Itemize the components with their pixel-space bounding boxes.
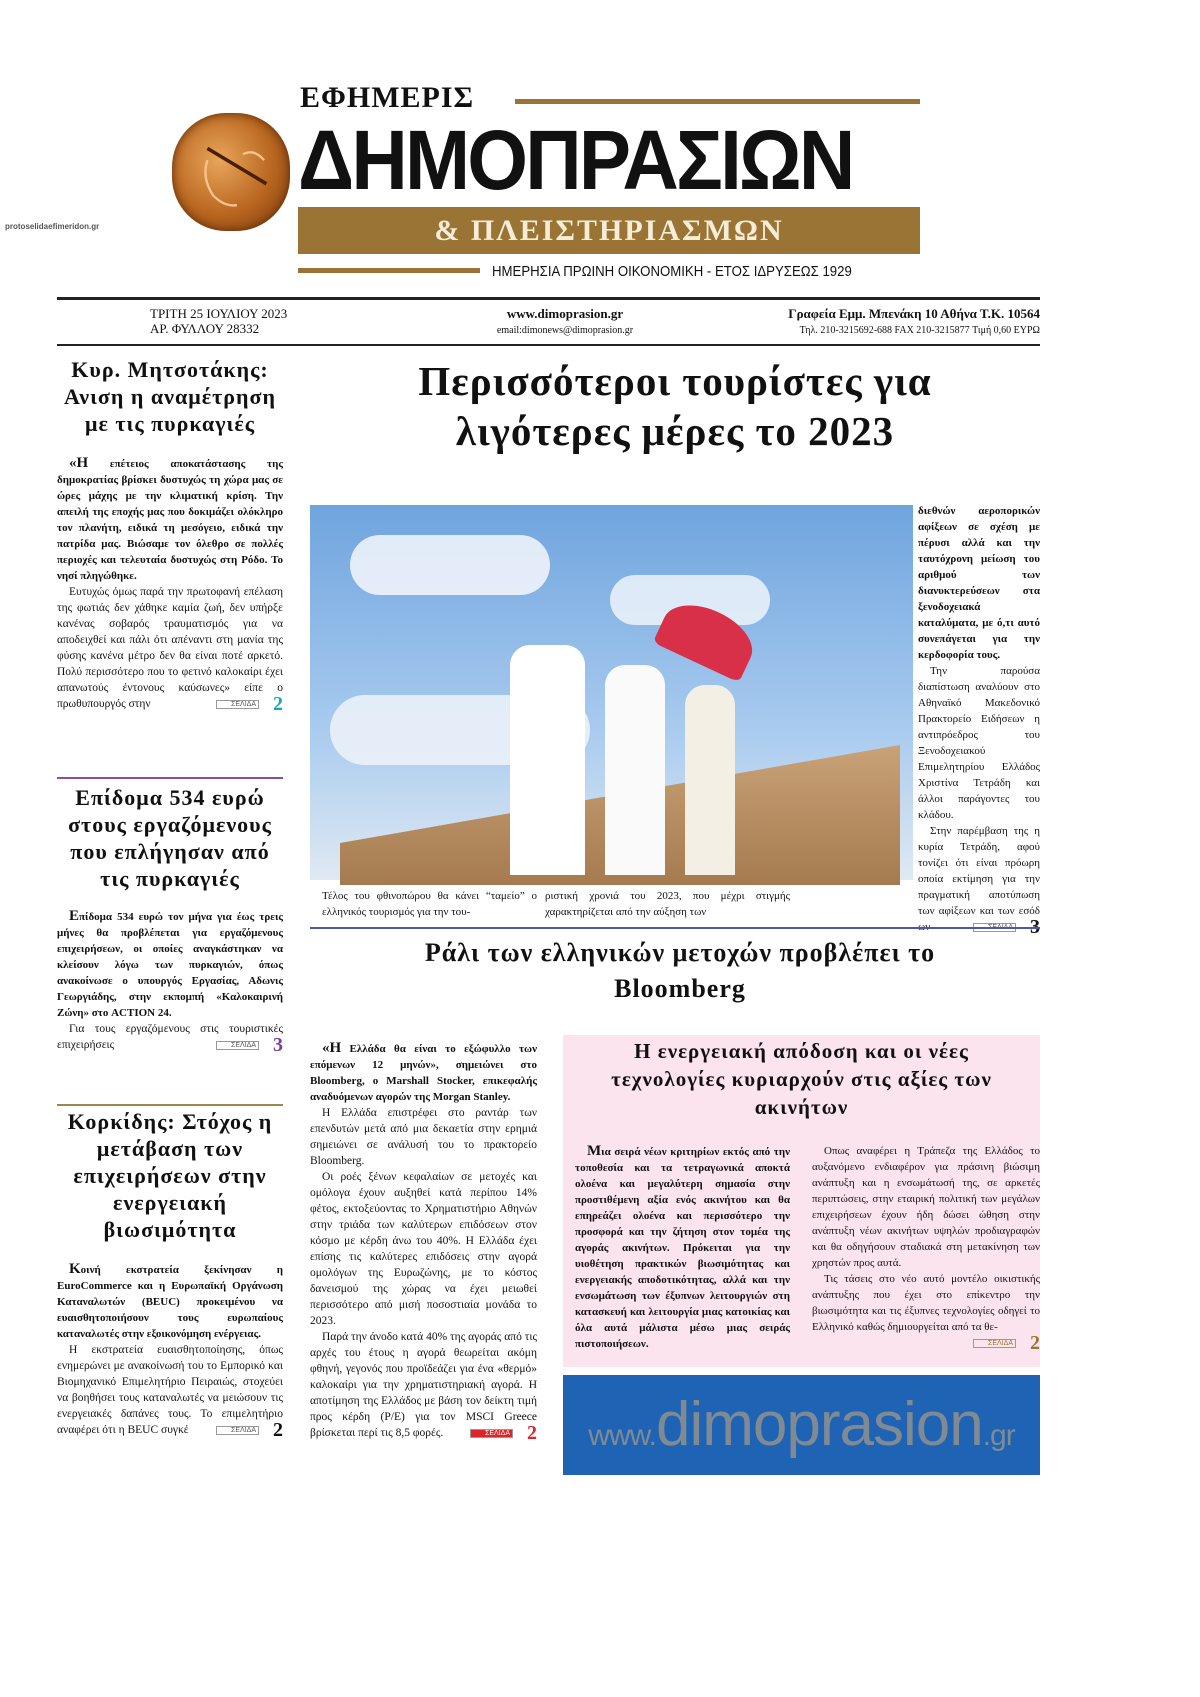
body-text: Οι ροές ξένων κεφαλαίων σε μετοχές και ομόλογα έχουν αυξηθεί κατά περίπου 14% φέτος, εκτοξεύοντας το Χρηματιστήριο Αθηνών στην τριάδα των καλύτερων επιδόσεων στον κόσμο με κέρδη άνω του 40%. Η Ελλάδα έχει επίσης τις καλύτερες επιδόσεις στην αγορά ομολόγων της Ευρωζώνης, με το κόστος δανεισμού της χώρας να έχει μειωθεί περισσότερο από μισή ποσοστιαία μονάδα το 2023. — [310, 1171, 537, 1327]
page-number: 2 — [527, 1422, 537, 1444]
watermark: protoselidaefimeridon.gr — [5, 222, 100, 231]
body-text: Η Ελλάδα επιστρέφει στο ραντάρ των επενδυτών μετά από μια δεκαετία στην ερημιά σημειώνει σε ανάλυσή του το πρακτορείο Bloomberg. — [310, 1107, 537, 1167]
date-block — [150, 306, 287, 336]
headline-realestate[interactable]: Η ενεργειακή απόδοση και οι νέες τεχνολογίες κυριαρχούν στις αξίες των ακινήτων — [611, 1039, 992, 1119]
article-block-epidoma — [57, 784, 283, 1102]
body-text: Οπως αναφέρει η Τράπεζα της Ελλάδος το αυξανόμενο ενδιαφέρον για πράσινη βιώσιμη ανάπτυξη και η ενσωμάτωσή της, σε αρκετές περιπτώσεις, στην εταιρική πολιτική των μεγάλων επιχειρήσεων έχουν ήδη δώσει ώθηση στην ανάπτυξη νέων ακινήτων υψηλών προδιαγραφών και θα οδηγήσουν σταδιακά στη μετακίνηση των χρηστών προς αυτά. — [812, 1145, 1040, 1269]
lead-first: «Η — [322, 1040, 342, 1056]
page-label: ΣΕΛΙΔΑ — [216, 1426, 259, 1435]
banner-www: www. — [588, 1419, 656, 1452]
article-korkidis — [57, 1261, 283, 1477]
body-text: Η εκστρατεία ευαισθητοποίησης, όπως ενημερώνει με ανακοίνωσή του το Εμπορικό και Βιομηχανικό Επιμελητήριο Πειραιώς, στοχεύει να βοηθήσει τους καταναλωτές να μειώσουν τις ενεργειακές δαπάνες τους. Το επιμελητήριο αναφέρει ότι η BEUC συγκέ — [57, 1344, 283, 1436]
headline-epidoma[interactable]: Επίδομα 534 ευρώ στους εργαζόμενους που επλήγησαν από τις πυρκαγιές — [68, 785, 272, 891]
realestate-col2 — [812, 1143, 1040, 1363]
page-number: 2 — [273, 1419, 283, 1441]
body-text: Για τους εργαζόμενους στις τουριστικές επιχειρήσεις — [57, 1023, 283, 1051]
realestate-col1 — [575, 1143, 790, 1363]
page-ref-marker[interactable] — [216, 693, 283, 715]
page-label: ΣΕΛΙΔΑ — [973, 1339, 1016, 1348]
page-ref-marker[interactable] — [216, 1419, 283, 1441]
masthead-subtitle: & ΠΛΕΙΣΤΗΡΙΑΣΜΩΝ — [298, 207, 920, 254]
article-tourism — [918, 503, 1040, 923]
realestate-box — [563, 1035, 1040, 1367]
headline-mitsotakis[interactable]: Κυρ. Μητσοτάκης: Ανιση η αναμέτρηση με τις πυρκαγιές — [64, 357, 276, 436]
realestate-columns — [563, 1143, 1040, 1363]
page-label: ΣΕΛΙΔΑ — [216, 700, 259, 709]
masthead-rule — [515, 99, 920, 104]
body-text: Παρά την άνοδο κατά 40% της αγοράς από τις αρχές του έτους η αγορά θεωρείται ακόμη φθηνή, γεγονός που προϊδεάζει για ένα «θερμό» καλοκαίρι για την χρηματιστηριακή αγορά. Η αποτίμηση της Ελλάδος με βάση τον δείκτη τιμή προς κέρδη (P/E) για τον MSCI Greece βρίσκεται περί τις 8,5 φορές. — [310, 1331, 537, 1439]
article-block-korkidis — [57, 1108, 283, 1477]
body-text: Στην παρέμβαση της η κυρία Τετράδη, αφού τονίζει ότι είναι πρόωρη οποία εκτίμηση για την πραγματική αποτύπωση των αφίξεων και των εσόδ — [918, 825, 1040, 917]
page-number: 3 — [273, 1034, 283, 1056]
banner-tld: .gr — [982, 1419, 1015, 1452]
article-epidoma — [57, 908, 283, 1102]
article-block-mitsotakis — [57, 356, 283, 776]
body-text: Τις τάσεις στο νέο αυτό μοντέλο οικιστικής ανάπτυξης που έχει στο επίκεντρο την βιωσιμότητα και τις έξυπνες τεχνολογίες οδηγεί το Ελληνικό καθώς δημιουργείται από τα θε- — [812, 1273, 1040, 1333]
lead-text: ια σειρά νέων κριτηρίων εκτός από την τοποθεσία και τα τετραγωνικά αποκτά ολοένα και μεγαλύτερη σημασία στην προστιθέμενη αξία ενός ακινήτου και θα επηρεάζει ολοένα και περισσότερο την προσφορά και την ζήτηση στον τομέα της αγοράς ακινήτων. Πρόκειται για την υιοθέτηση πρακτικών βιωσιμότητας και ενεργειακής αποδοτικότητας, αλλά και την ενσωμάτωση των έξυπνων λειτουργιών στη κατασκευή και λειτουργία μιας κατοικίας και όλα αυτά μάλιστα μέσω μιας σειράς πιστοποιήσεων. — [575, 1146, 790, 1350]
body-text: Την παρούσα διαπίστωση αναλύουν στο Αθηναϊκό Μακεδονικό Πρακτορείο Ειδήσεων η αντιπρόεδρος του Ξενοδοχειακού Επιμελητηρίου Ελλάδος Χριστίνα Τετράδη και άλλοι παράγοντες του κλάδου. — [918, 665, 1040, 821]
lead-first: Μ — [587, 1143, 602, 1159]
issue-number: ΑΡ. ΦΥΛΛΟΥ 28332 — [150, 321, 260, 336]
photo-caption-1: Τέλος του φθινοπώρου θα κάνει “ταμείο” ο ελληνικός τουρισμός για την του- — [322, 890, 537, 918]
masthead-top: ΕΦΗΜΕΡΙΣ — [300, 81, 475, 114]
page-label: ΣΕΛΙΔΑ — [470, 1429, 513, 1438]
page-label: ΣΕΛΙΔΑ — [216, 1041, 259, 1050]
address: Γραφεία Εμμ. Μπενάκη 10 Αθήνα Τ.Κ. 10564 — [788, 306, 1040, 321]
main-headline[interactable]: Περισσότεροι τουρίστες για λιγότερες μέρες το 2023 — [418, 358, 932, 454]
coin-logo-icon — [172, 113, 290, 231]
website-banner[interactable] — [563, 1375, 1040, 1475]
website-link[interactable]: www.dimoprasion.gr — [506, 306, 624, 321]
header-divider — [57, 297, 1040, 300]
page-number: 2 — [1030, 1332, 1040, 1354]
page-number: 2 — [273, 693, 283, 715]
acropolis-tourists-photo — [310, 505, 913, 880]
contact-line: Τηλ. 210-3215692-688 FAX 210-3215877 Τιμή 0,60 ΕΥΡΩ — [799, 325, 1040, 336]
contact-block — [700, 306, 1040, 338]
page-ref-marker[interactable] — [973, 1332, 1040, 1354]
page-ref-marker[interactable] — [216, 1034, 283, 1056]
lead-text: διεθνών αεροπορικών αφίξεων σε σχέση με πέρυσι αλλά και την ταυτόχρονη μείωση του αριθμού των διανυκτερεύσεων στα ξενοδοχειακά καταλύματα, με ό,τι αυτό συνεπάγεται για την κερδοφορία τους. — [918, 505, 1040, 661]
lead-text: πίδομα 534 ευρώ τον μήνα για έως τρεις μήνες θα προβλέπεται για εργαζόμενους επιχειρήσεων, οι οποίες αναγκάστηκαν να κλείσουν λόγω των πυρκαγιών, όπως ανακοίνωσε ο υπουργός Εργασίας, Αδωνις Γεωργιάδης, στην εκπομπή «Καλοκαιρινή Ζώνη» στο ACTION 24. — [57, 911, 283, 1019]
lead-first: «Η — [69, 455, 89, 471]
issue-date: ΤΡΙΤΗ 25 ΙΟΥΛΙΟΥ 2023 — [150, 306, 288, 321]
lead-text: οινή εκστρατεία ξεκίνησαν η EuroCommerce και η Ευρωπαϊκή Οργάνωση Καταναλωτών (BEUC) προκειμένου να ευαισθητοποιήσουν τους ευρωπαίους καταναλωτές στην εξοικονόμηση ενέργειας. — [57, 1264, 283, 1340]
lead-text: Ελλάδα θα είναι το εξώφυλλο των επόμενων 12 μηνών», σημειώνει στο Bloomberg, ο Marshall Stocker, επικεφαλής αναδυόμενων αγορών της Morgan Stanley. — [310, 1043, 537, 1103]
lead-first: Ε — [69, 908, 80, 924]
divider — [57, 1104, 283, 1106]
divider — [57, 777, 283, 779]
article-bloomberg — [310, 1040, 537, 1477]
lead-text: επέτειος αποκατάστασης της δημοκρατίας βρίσκει δυστυχώς τη χώρα μας σε ώρες μάχης με την κλιματική κρίση. Την απειλή της εποχής μας που δοκιμάζει ολόκληρο τον πλανήτη, ειδικά τη μεσόγειο, ειδικά την πατρίδα μας. Βιώσαμε τον όλεθρο σε πολλές περιοχές και τελευταία δυστυχώς στη Ρόδο. Το νησί πληγώθηκε. — [57, 458, 283, 582]
banner-name: dimoprasion — [655, 1390, 983, 1459]
tagline: ΗΜΕΡΗΣΙΑ ΠΡΩΙΝΗ ΟΙΚΟΝΟΜΙΚΗ - ΕΤΟΣ ΙΔΡΥΣΕΩΣ 1929 — [492, 263, 852, 280]
headline-korkidis[interactable]: Κορκίδης: Στόχος η μετάβαση των επιχειρήσεων στην ενεργειακή βιωσιμότητα — [67, 1109, 273, 1242]
page-ref-marker[interactable] — [470, 1422, 537, 1444]
body-text: Ευτυχώς όμως παρά την πρωτοφανή επέλαση της φωτιάς δεν χάθηκε καμία ζωή, δεν υπήρξε κανένας σοβαρός τραυματισμός για να αποδειχθεί και πάλι ότι απέναντι στη μανία της φύσης κανένα μέτρο δεν θα είναι ποτέ αρκετό. Πολύ περισσότερο που το φετινό καλοκαίρι έχει απανωτούς έντονους καύσωνες» είπε ο πρωθυπουργός στην — [57, 586, 283, 710]
header-divider-bottom — [57, 344, 1040, 346]
email-link[interactable]: email:dimonews@dimoprasion.gr — [496, 325, 634, 336]
lead-first: Κ — [69, 1261, 81, 1277]
headline-bloomberg[interactable]: Ράλι των ελληνικών μετοχών προβλέπει το Bloomberg — [424, 938, 936, 1003]
masthead-title: ΔΗΜΟΠΡΑΣΙΩΝ — [298, 113, 853, 207]
divider — [310, 927, 1040, 929]
photo-caption-2: ριστική χρονιά του 2023, που μέχρι στιγμής χαρακτηρίζεται από την αύξηση των — [545, 890, 790, 918]
article-mitsotakis — [57, 455, 283, 776]
tagline-rule — [298, 268, 480, 273]
web-block — [470, 306, 660, 338]
